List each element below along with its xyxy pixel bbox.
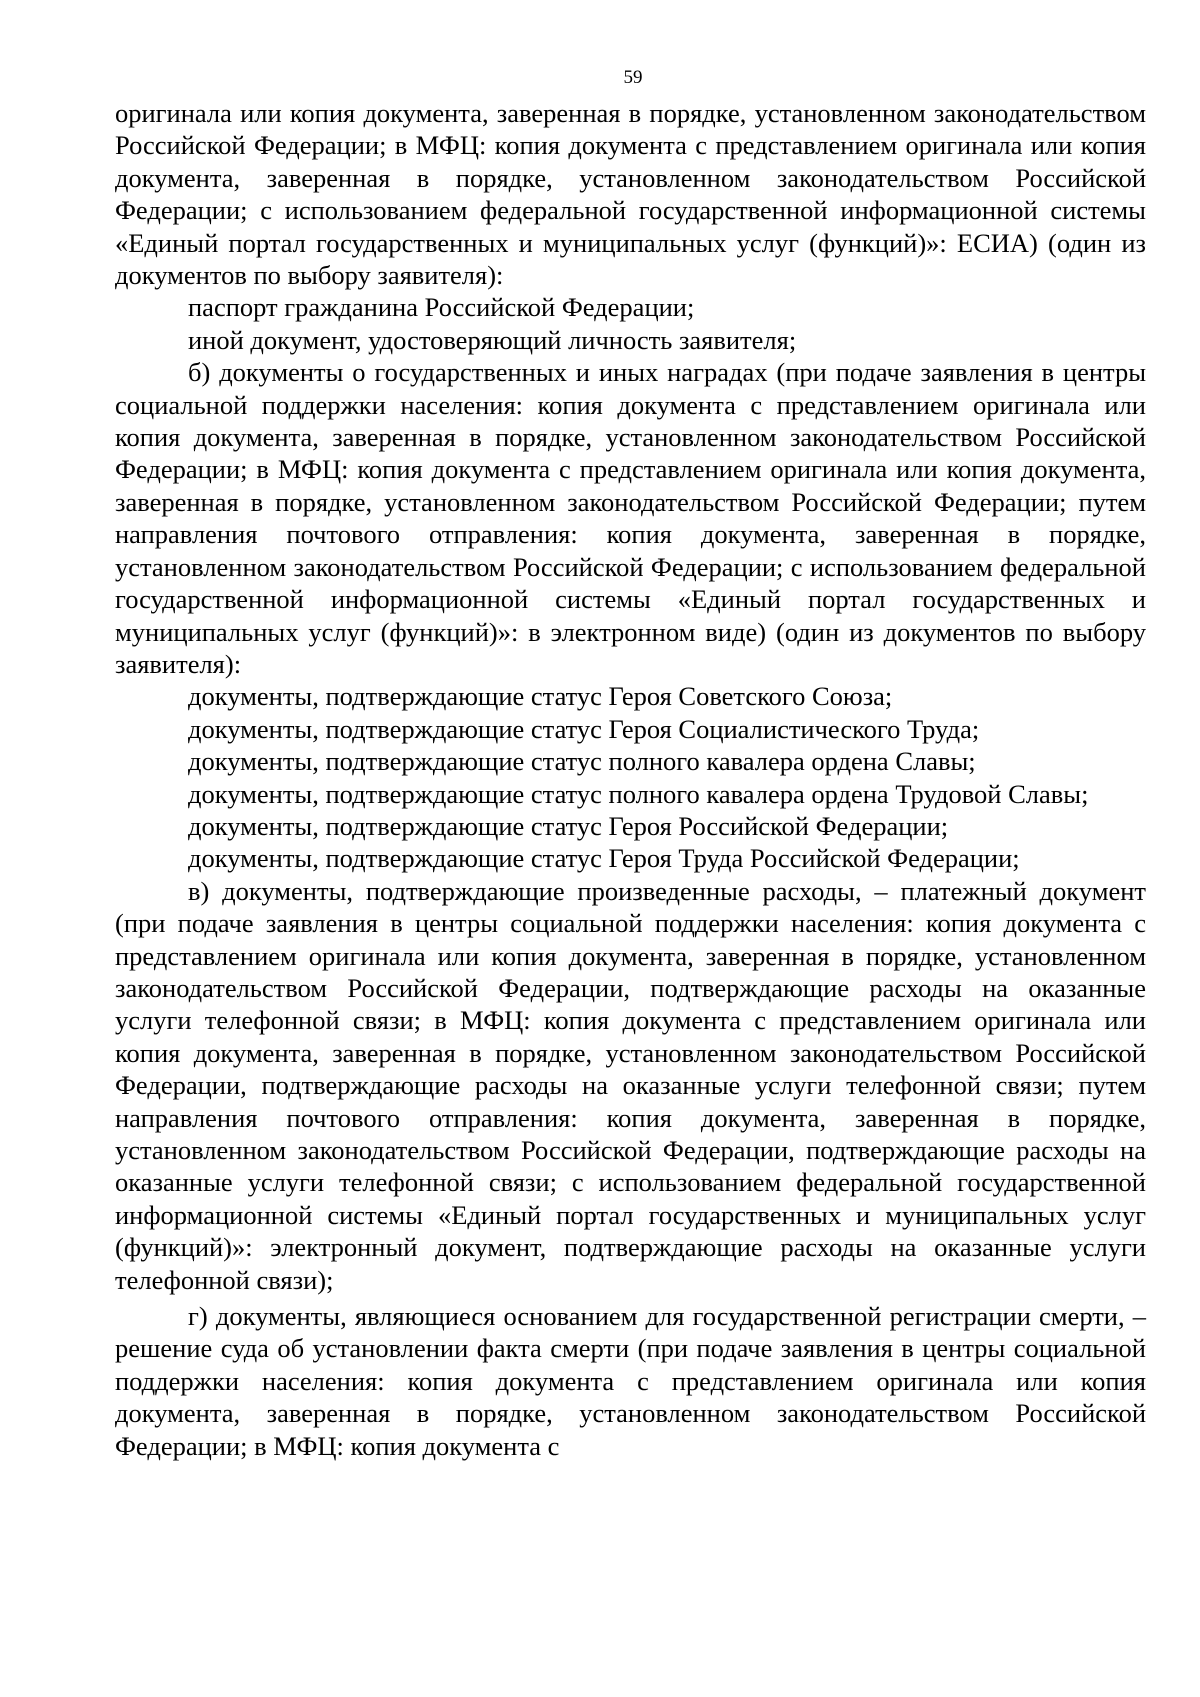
list-item-order-of-labor-glory: документы, подтверждающие статус полного кавалера ордена Трудовой Славы;	[188, 778, 1089, 809]
list-item-hero-of-labor: документы, подтверждающие статус Героя Труда Российской Федерации;	[188, 843, 1020, 874]
list-item-identity-document: иной документ, удостоверяющий личность заявителя;	[188, 324, 797, 355]
paragraph-continuation: оригинала или копия документа, заверенная в порядке, установленном законодательством Российской Федерации; в МФЦ: копия документа с представлением оригинала или копия документа, заверенная в порядке, установленном законодательством Российской Федерации; с использованием федеральной государственной информационной системы «Единый портал государственных и муниципальных услуг (функций)»: ЕСИА) (один из документов по выбору заявителя):	[115, 98, 1146, 291]
paragraph-expense-documents: в) документы, подтверждающие произведенные расходы, – платежный документ (при подаче заявления в центры социальной поддержки населения: копия документа с представлением оригинала или копия документа, заверенная в порядке, установленном законодательством Российской Федерации, подтверждающие расходы на оказанные услуги телефонной связи; в МФЦ: копия документа с представлением оригинала или копия документа, заверенная в порядке, установленном законодательством Российской Федерации, подтверждающие расходы на оказанные услуги телефонной связи; путем направления почтового отправления: копия документа, заверенная в порядке, установленном законодательством Российской Федерации, подтверждающие расходы на оказанные услуги телефонной связи; с использованием федеральной государственной информационной системы «Единый портал государственных и муниципальных услуг (функций)»: электронный документ, подтверждающие расходы на оказанные услуги телефонной связи);	[115, 875, 1146, 1295]
list-item-passport: паспорт гражданина Российской Федерации;	[188, 292, 695, 323]
document-body	[115, 97, 1146, 1462]
list-item-hero-socialist-labor: документы, подтверждающие статус Героя Социалистического Труда;	[188, 713, 980, 744]
list-item-order-of-glory: документы, подтверждающие статус полного кавалера ордена Славы;	[188, 746, 976, 777]
paragraph-awards-documents: б) документы о государственных и иных наградах (при подаче заявления в центры социальной поддержки населения: копия документа с представлением оригинала или копия документа, заверенная в порядке, установленном законодательством Российской Федерации; в МФЦ: копия документа с представлением оригинала или копия документа, заверенная в порядке, установленном законодательством Российской Федерации; путем направления почтового отправления: копия документа, заверенная в порядке, установленном законодательством Российской Федерации; с использованием федеральной государственной информационной системы «Единый портал государственных и муниципальных услуг (функций)»: в электронном виде) (один из документов по выбору заявителя):	[115, 357, 1146, 679]
page-number: 59	[623, 67, 643, 88]
list-item-hero-russian-federation: документы, подтверждающие статус Героя Российской Федерации;	[188, 810, 949, 841]
paragraph-death-registration-documents: г) документы, являющиеся основанием для государственной регистрации смерти, – решение суда об установлении факта смерти (при подаче заявления в центры социальной поддержки населения: копия документа с представлением оригинала или копия документа, заверенная в порядке, установленном законодательством Российской Федерации; в МФЦ: копия документа с	[115, 1301, 1146, 1461]
list-item-hero-soviet-union: документы, подтверждающие статус Героя Советского Союза;	[188, 681, 893, 712]
